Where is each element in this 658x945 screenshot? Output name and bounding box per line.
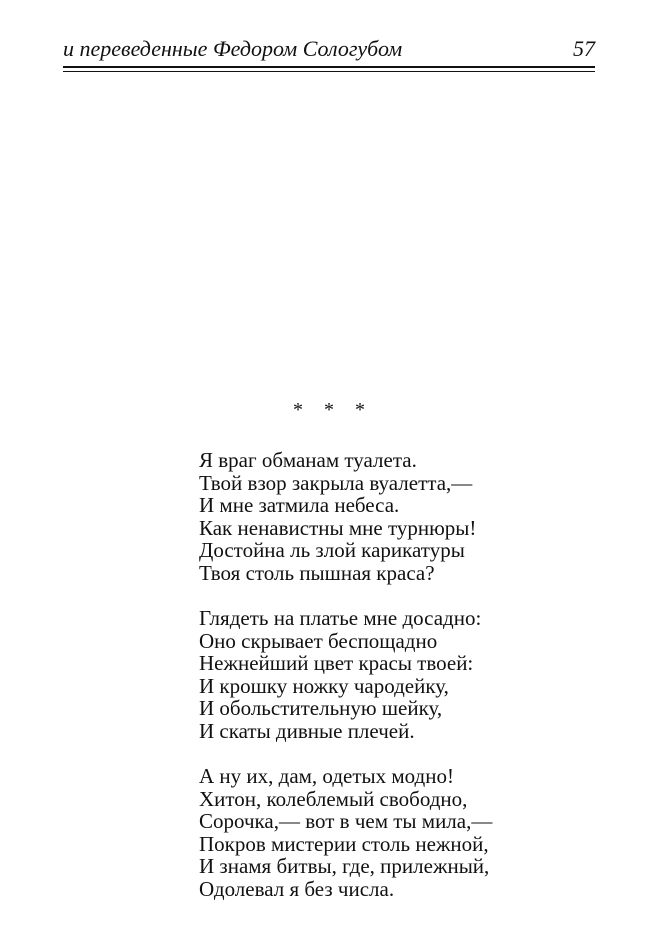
poem-line: Хитон, колеблемый свободно,: [199, 786, 468, 811]
stanza-3: [199, 765, 599, 900]
poem-line: Как ненавистны мне турнюры!: [199, 515, 477, 540]
poem-line: Нежнейший цвет красы твоей:: [199, 651, 474, 675]
poem-line: Твоя столь пышная краса?: [199, 560, 435, 585]
running-head: [63, 36, 595, 64]
stanza-2: [199, 607, 599, 742]
poem-line: И мне затмила небеса.: [199, 493, 400, 517]
poem-line: И крошку ножку чародейку,: [199, 673, 449, 698]
poem-line: Оно скрывает беспощадно: [199, 628, 438, 653]
poem-line: А ну их, дам, одетых модно!: [199, 764, 454, 788]
poem-separator: * * *: [293, 399, 373, 421]
poem-line: Я враг обманам туалета.: [199, 448, 417, 472]
poem-line: Сорочка,— вот в чем ты мила,—: [199, 809, 493, 833]
stanza-1: [199, 449, 599, 584]
poem: [199, 449, 599, 923]
poem-line: И обольстительную шейку,: [199, 696, 443, 720]
running-title: и переведенные Федором Сологубом: [63, 36, 403, 61]
poem-line: И знамя битвы, где, прилежный,: [199, 854, 490, 878]
poem-line: Покров мистерии столь нежной,: [199, 831, 489, 856]
poem-line: Одолевал я без числа.: [199, 876, 395, 901]
header-rule-thick: [63, 66, 595, 68]
page-number: 57: [573, 36, 595, 61]
poem-line: И скаты дивные плечей.: [199, 718, 415, 743]
poem-line: Достойна ль злой карикатуры: [199, 538, 465, 562]
poem-line: Глядеть на платье мне досадно:: [199, 606, 482, 630]
poem-line: Твой взор закрыла вуалетта,—: [199, 470, 473, 495]
header-rule-thin: [63, 71, 595, 72]
